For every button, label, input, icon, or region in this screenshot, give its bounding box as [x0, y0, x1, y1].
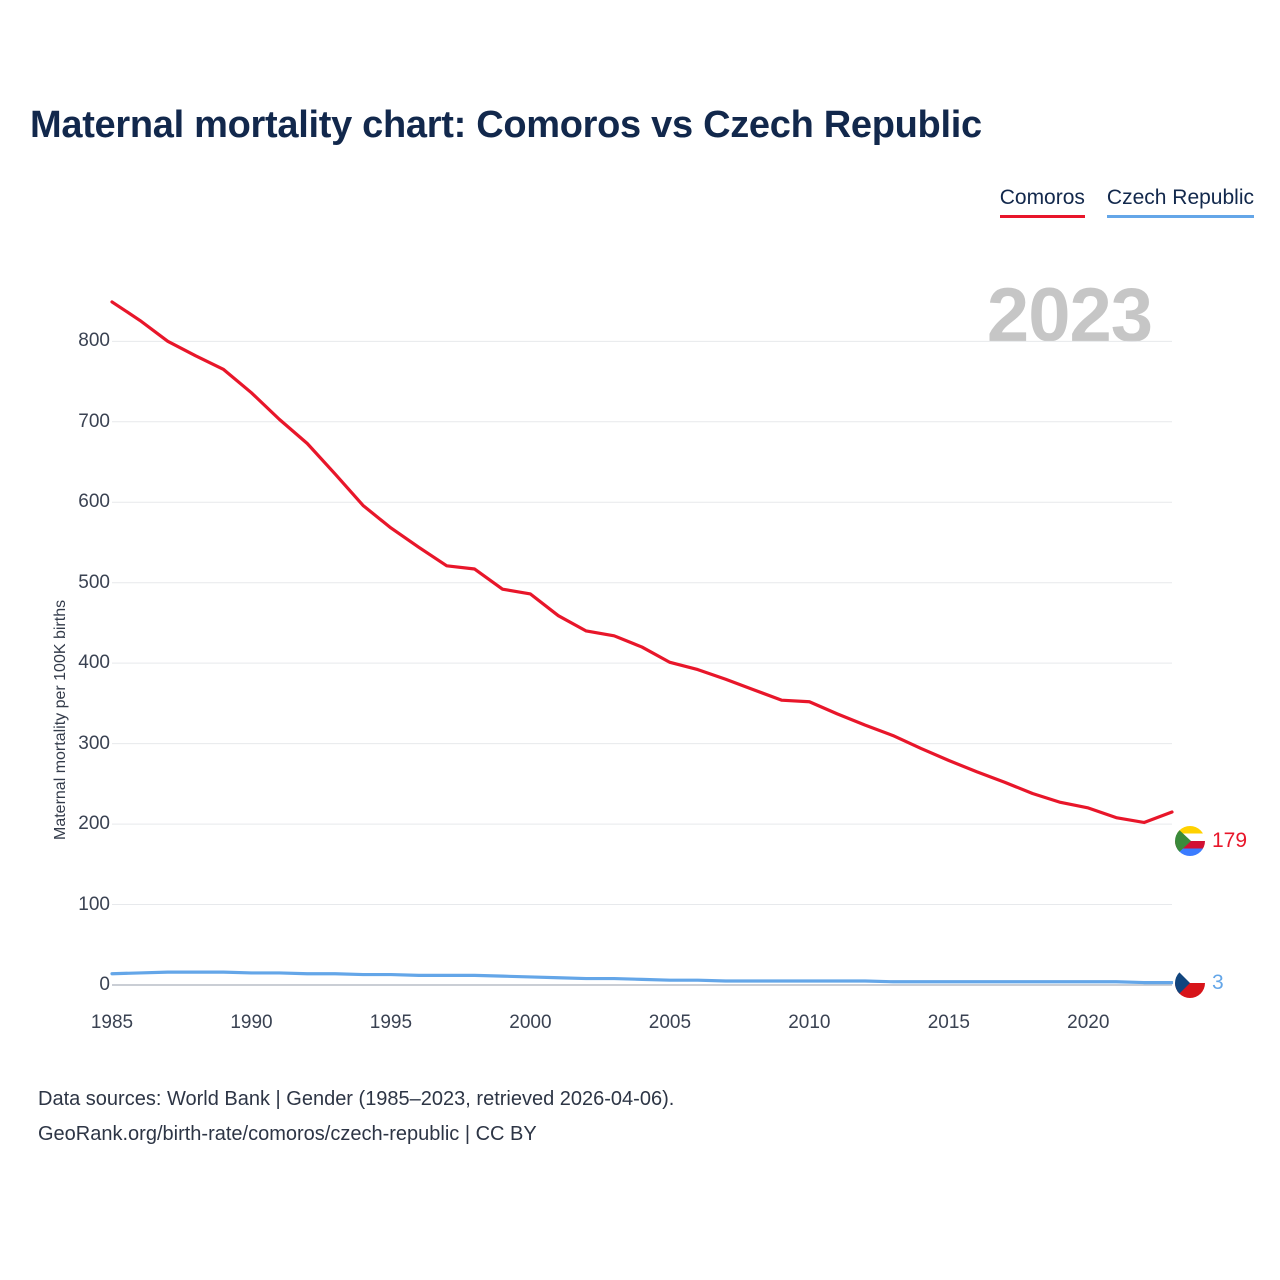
czech-flag-icon — [1175, 968, 1205, 998]
x-tick-label: 1995 — [369, 1012, 413, 1033]
x-tick-label: 2015 — [927, 1012, 970, 1033]
footer-data-sources: Data sources: World Bank | Gender (1985–2023, retrieved 2026-04-06). — [38, 1088, 675, 1110]
series-line-comoros — [112, 302, 1172, 823]
footer — [38, 1082, 674, 1152]
footer-attribution: GeoRank.org/birth-rate/comoros/czech-republic | CC BY — [38, 1123, 537, 1145]
x-tick-label: 2005 — [648, 1012, 692, 1033]
y-tick-label: 600 — [78, 491, 110, 513]
y-tick-label: 100 — [78, 893, 110, 915]
page-title: Maternal mortality chart: Comoros vs Czech Republic — [30, 104, 982, 146]
x-tick-label: 2020 — [1067, 1012, 1110, 1033]
y-tick-label: 400 — [78, 652, 110, 674]
x-tick-label: 2000 — [509, 1012, 552, 1033]
legend-item-czech-republic[interactable]: Czech Republic — [1107, 186, 1254, 218]
end-value-comoros: 179 — [1212, 828, 1248, 852]
gridlines — [112, 341, 1172, 985]
y-tick-label: 700 — [78, 410, 110, 432]
y-tick-label: 800 — [78, 330, 110, 352]
x-tick-label: 2010 — [788, 1012, 831, 1033]
end-value-czech-republic: 3 — [1212, 970, 1224, 994]
year-watermark: 2023 — [986, 273, 1152, 358]
x-tick-label: 1985 — [90, 1012, 134, 1033]
y-axis-title: Maternal mortality per 100K births — [52, 599, 69, 840]
comoros-flag-icon — [1175, 826, 1205, 856]
series-line-czech-republic — [112, 972, 1172, 982]
x-tick-label: 1990 — [230, 1012, 273, 1033]
legend-item-comoros[interactable]: Comoros — [1000, 186, 1085, 218]
y-tick-label: 500 — [78, 571, 110, 593]
series-lines — [112, 302, 1172, 983]
y-tick-label: 200 — [78, 813, 110, 835]
y-tick-label: 0 — [99, 974, 110, 995]
y-tick-label: 300 — [78, 732, 110, 754]
